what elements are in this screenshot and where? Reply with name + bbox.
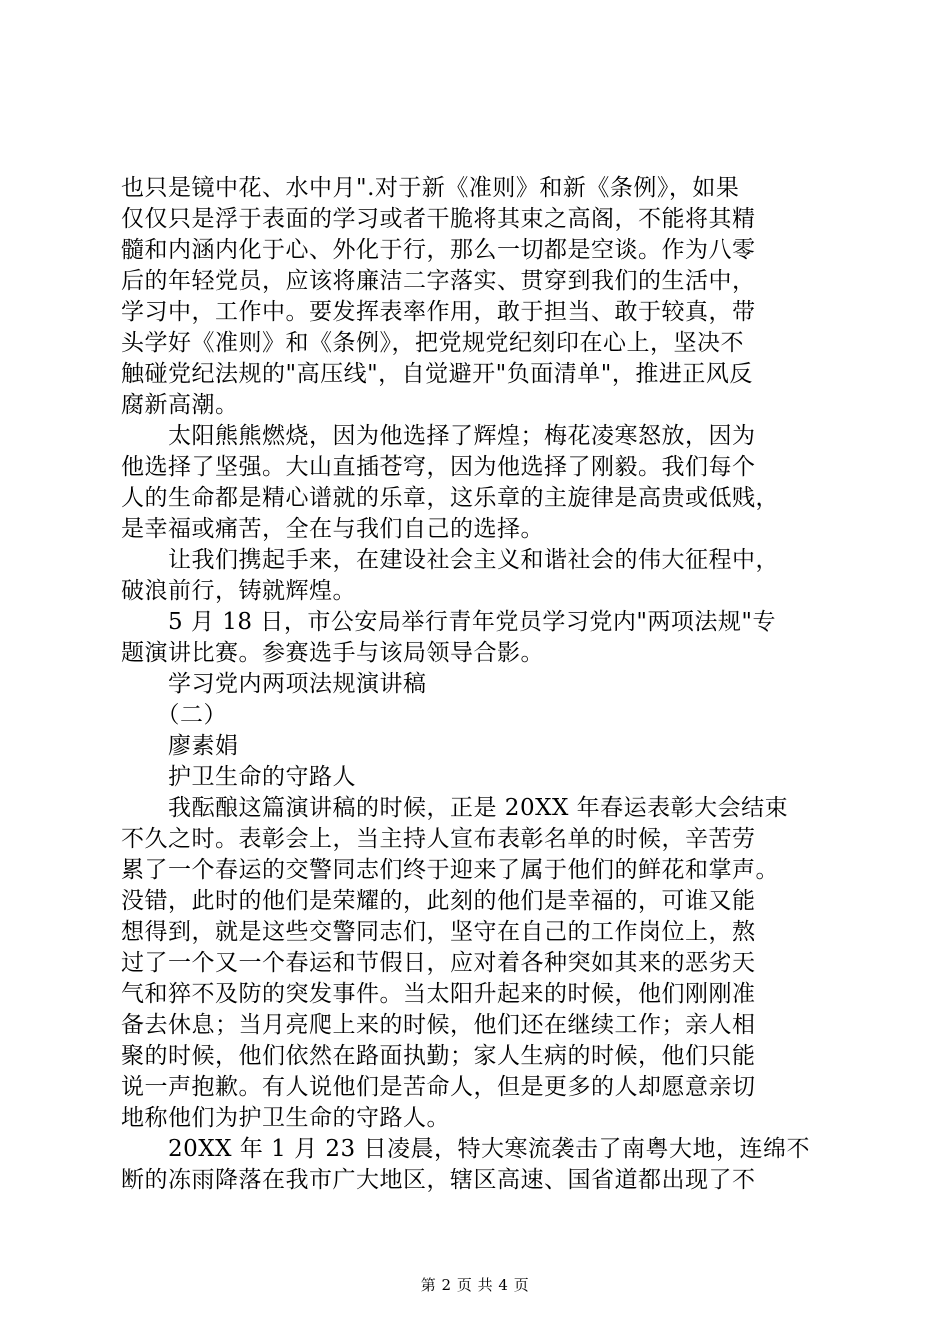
text-line: 是幸福或痛苦，全在与我们自己的选择。 (121, 516, 544, 542)
text-line: 护卫生命的守路人 (121, 764, 356, 790)
text-line: 髓和内涵内化于心、外化于行，那么一切都是空谈。作为八零 (121, 237, 756, 263)
text-line: 破浪前行，铸就辉煌。 (121, 578, 356, 604)
body-text (121, 173, 841, 1196)
text-line: （二） (121, 702, 227, 728)
text-line: 太阳熊熊燃烧，因为他选择了辉煌；梅花凌寒怒放，因为 (121, 423, 756, 449)
page-footer: 第 2 页 共 4 页 (420, 1276, 530, 1294)
text-line: 学习中，工作中。要发挥表率作用，敢于担当、敢于较真，带 (121, 299, 756, 325)
text-line: 我酝酿这篇演讲稿的时候，正是 20XX 年春运表彰大会结束 (121, 795, 789, 821)
text-line: 仅仅只是浮于表面的学习或者干脆将其束之高阁，不能将其精 (121, 206, 756, 232)
text-line: 想得到，就是这些交警同志们，坚守在自己的工作岗位上，熬 (121, 919, 756, 945)
text-line: 题演讲比赛。参赛选手与该局领导合影。 (121, 640, 544, 666)
text-line: 触碰党纪法规的"高压线"，自觉避开"负面清单"，推进正风反 (121, 361, 753, 387)
text-line: 学习党内两项法规演讲稿 (121, 671, 427, 697)
text-line: 他选择了坚强。大山直插苍穹，因为他选择了刚毅。我们每个 (121, 454, 756, 480)
text-line: 不久之时。表彰会上，当主持人宣布表彰名单的时候，辛苦劳 (121, 826, 756, 852)
text-line: 头学好《准则》和《条例》，把党规党纪刻印在心上，坚决不 (121, 330, 744, 356)
text-line: 断的冻雨降落在我市广大地区，辖区高速、国省道都出现了不 (121, 1167, 756, 1193)
text-line: 腐新高潮。 (121, 392, 239, 418)
text-line: 地称他们为护卫生命的守路人。 (121, 1105, 450, 1131)
text-line: 说一声抱歉。有人说他们是苦命人，但是更多的人却愿意亲切 (121, 1074, 756, 1100)
text-line: 气和猝不及防的突发事件。当太阳升起来的时候，他们刚刚准 (121, 981, 756, 1007)
text-line: 5 月 18 日，市公安局举行青年党员学习党内"两项法规"专 (121, 609, 776, 635)
text-line: 累了一个春运的交警同志们终于迎来了属于他们的鲜花和掌声。 (121, 857, 779, 883)
text-line: 过了一个又一个春运和节假日，应对着各种突如其来的恶劣天 (121, 950, 756, 976)
text-line: 人的生命都是精心谱就的乐章，这乐章的主旋律是高贵或低贱， (121, 485, 779, 511)
text-line: 让我们携起手来，在建设社会主义和谐社会的伟大征程中， (121, 547, 779, 573)
text-line: 20XX 年 1 月 23 日凌晨，特大寒流袭击了南粤大地，连绵不 (121, 1136, 810, 1162)
text-line: 备去休息；当月亮爬上来的时候，他们还在继续工作；亲人相 (121, 1012, 756, 1038)
text-line: 没错，此时的他们是荣耀的，此刻的他们是幸福的，可谁又能 (121, 888, 756, 914)
text-line: 聚的时候，他们依然在路面执勤；家人生病的时候，他们只能 (121, 1043, 756, 1069)
text-line: 也只是镜中花、水中月".对于新《准则》和新《条例》，如果 (121, 175, 740, 201)
text-line: 后的年轻党员，应该将廉洁二字落实、贯穿到我们的生活中， (121, 268, 756, 294)
text-line: 廖素娟 (121, 733, 239, 759)
